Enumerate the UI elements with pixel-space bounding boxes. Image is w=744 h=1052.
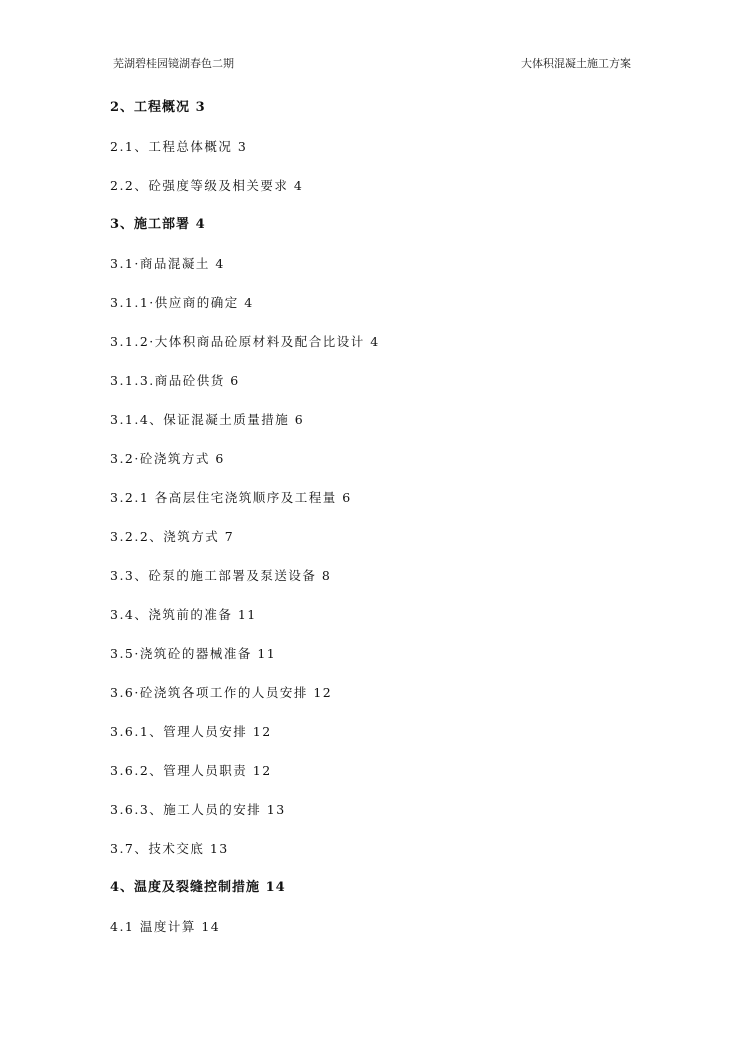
table-of-contents (110, 98, 650, 956)
toc-entry-4-1[interactable]: 4.1 温度计算 14 (110, 919, 221, 934)
toc-entry-3-6[interactable]: 3.6·砼浇筑各项工作的人员安排 12 (110, 685, 333, 700)
toc-entry-4[interactable]: 4、温度及裂缝控制措施 14 (110, 880, 286, 895)
toc-entry-3-6-3[interactable]: 3.6.3、施工人员的安排 13 (110, 802, 286, 817)
header-document-title: 大体积混凝土施工方案 (521, 57, 631, 70)
toc-entry-3-4[interactable]: 3.4、浇筑前的准备 11 (110, 607, 257, 622)
toc-entry-3-1-1[interactable]: 3.1.1·供应商的确定 4 (110, 295, 254, 310)
toc-entry-2-2[interactable]: 2.2、砼强度等级及相关要求 4 (110, 178, 304, 193)
toc-entry-3-2[interactable]: 3.2·砼浇筑方式 6 (110, 451, 225, 466)
toc-entry-3-2-1[interactable]: 3.2.1 各高层住宅浇筑顺序及工程量 6 (110, 490, 352, 505)
toc-entry-3-1-4[interactable]: 3.1.4、保证混凝土质量措施 6 (110, 412, 305, 427)
toc-entry-3-7[interactable]: 3.7、技术交底 13 (110, 841, 229, 856)
toc-entry-3[interactable]: 3、施工部署 4 (110, 217, 206, 232)
toc-entry-3-1-2[interactable]: 3.1.2·大体积商品砼原材料及配合比设计 4 (110, 334, 380, 349)
toc-entry-3-3[interactable]: 3.3、砼泵的施工部署及泵送设备 8 (110, 568, 332, 583)
header-project-name: 芜湖碧桂园镜湖春色二期 (113, 57, 234, 70)
toc-entry-3-2-2[interactable]: 3.2.2、浇筑方式 7 (110, 529, 235, 544)
toc-entry-2[interactable]: 2、工程概况 3 (110, 100, 206, 115)
toc-entry-2-1[interactable]: 2.1、工程总体概况 3 (110, 139, 248, 154)
toc-entry-3-1-3[interactable]: 3.1.3.商品砼供货 6 (110, 373, 240, 388)
toc-entry-3-5[interactable]: 3.5·浇筑砼的器械准备 11 (110, 646, 277, 661)
toc-entry-3-6-1[interactable]: 3.6.1、管理人员安排 12 (110, 724, 272, 739)
toc-entry-3-6-2[interactable]: 3.6.2、管理人员职责 12 (110, 763, 272, 778)
page-header (113, 55, 631, 71)
toc-entry-3-1[interactable]: 3.1·商品混凝土 4 (110, 256, 225, 271)
